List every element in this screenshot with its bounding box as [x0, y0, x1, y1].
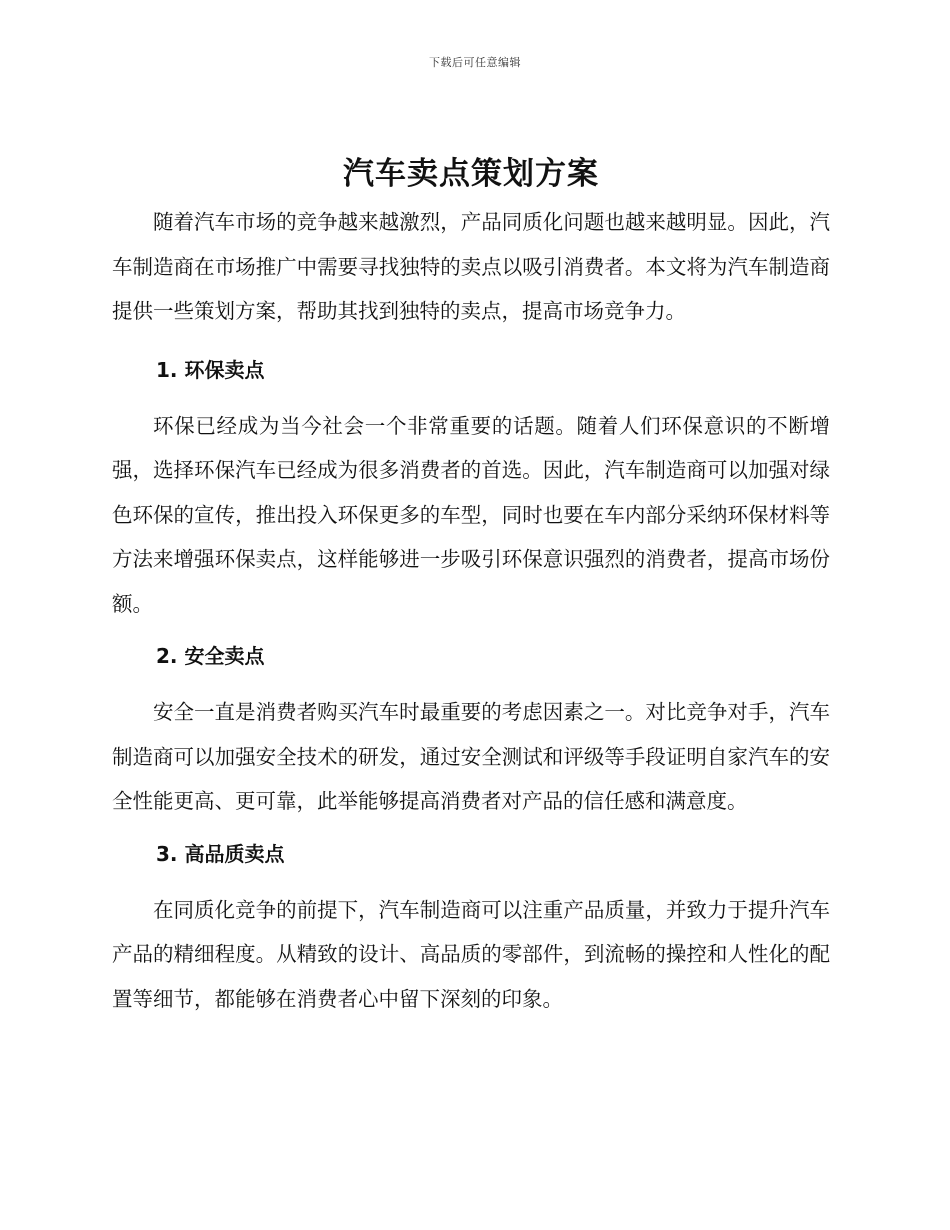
section-paragraph: 安全一直是消费者购买汽车时最重要的考虑因素之一。对比竞争对手，汽车制造商可以加强安全技术的研发，通过安全测试和评级等手段证明自家汽车的安全性能更高、更可靠，此举能够提高消费者对产品的信任感和满意度。	[112, 700, 830, 813]
document-body	[112, 152, 830, 1021]
document-title: 汽车卖点策划方案	[343, 156, 599, 192]
section-safety	[112, 634, 830, 824]
section-heading: 1. 环保卖点	[156, 357, 265, 382]
section-paragraph: 在同质化竞争的前提下，汽车制造商可以注重产品质量，并致力于提升汽车产品的精细程度。从精致的设计、高品质的零部件，到流畅的操控和人性化的配置等细节，都能够在消费者心中留下深刻的印象。	[112, 897, 830, 1011]
header-note: 下载后可任意编辑	[429, 56, 521, 69]
section-paragraph: 环保已经成为当今社会一个非常重要的话题。随着人们环保意识的不断增强，选择环保汽车已经成为很多消费者的首选。因此，汽车制造商可以加强对绿色环保的宣传，推出投入环保更多的车型，同时也要在车内部分采纳环保材料等方法来增强环保卖点，这样能够进一步吸引环保意识强烈的消费者，提高市场份额。	[112, 413, 830, 616]
section-environmental	[112, 348, 830, 627]
intro-paragraph: 随着汽车市场的竞争越来越激烈，产品同质化问题也越来越明显。因此，汽车制造商在市场推广中需要寻找独特的卖点以吸引消费者。本文将为汽车制造商提供一些策划方案，帮助其找到独特的卖点，提高市场竞争力。	[112, 210, 830, 323]
section-heading: 3. 高品质卖点	[156, 841, 285, 866]
section-quality	[112, 832, 830, 1022]
section-heading: 2. 安全卖点	[156, 644, 265, 668]
